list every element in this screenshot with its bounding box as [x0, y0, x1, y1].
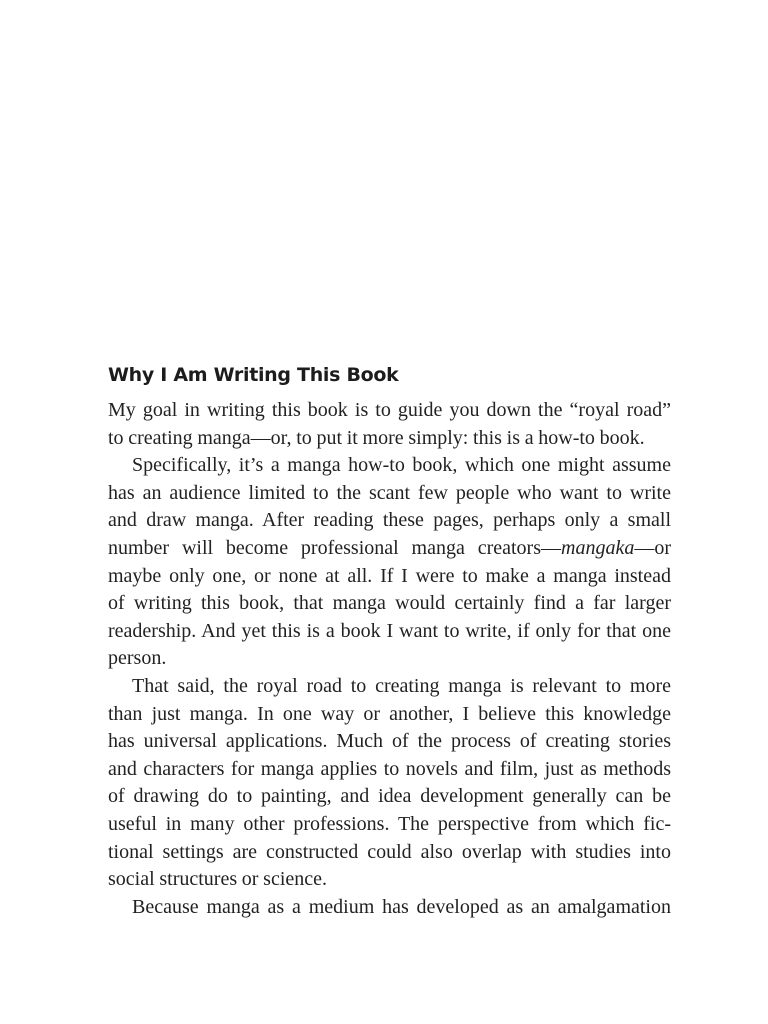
body-text	[108, 397, 671, 921]
text-line: My goal in writing this book is to guide you down the “royal road”	[108, 399, 671, 421]
text-line: has an audience limited to the scant few people who want to write	[108, 481, 671, 504]
text-line: tional settings are constructed could also overlap with studies into	[108, 840, 671, 863]
text-line: That said, the royal road to creating manga is relevant to more	[132, 674, 671, 697]
text-line: Specifically, it’s a manga how-to book, which one might assume	[132, 454, 671, 477]
text-line: to creating manga—or, to put it more simply: this is a how-to book.	[108, 426, 645, 449]
italic-term: mangaka	[561, 536, 635, 559]
text-segment: —or	[634, 536, 671, 559]
text-line: useful in many other professions. The perspective from which fic-	[108, 812, 671, 835]
text-line: Because manga as a medium has developed as an amalgamation	[132, 895, 671, 918]
text-line: readership. And yet this is a book I want to write, if only for that one	[108, 619, 671, 642]
section-heading: Why I Am Writing This Book	[108, 364, 399, 386]
text-line: social structures or science.	[108, 868, 328, 891]
text-line: person.	[108, 647, 167, 670]
text-line: and draw manga. After reading these pages, perhaps only a small	[108, 509, 671, 532]
text-line: of writing this book, that manga would certainly find a far larger	[108, 592, 671, 615]
text-line: of drawing do to painting, and idea development generally can be	[108, 785, 671, 808]
text-line: maybe only one, or none at all. If I were to make a manga instead	[108, 564, 671, 587]
text-segment: number will become professional manga creators—	[108, 536, 561, 559]
text-line	[108, 535, 671, 563]
text-line: than just manga. In one way or another, I believe this knowledge	[108, 702, 671, 725]
text-line: and characters for manga applies to novels and film, just as methods	[108, 757, 671, 780]
text-line: has universal applications. Much of the process of creating stories	[108, 730, 671, 753]
